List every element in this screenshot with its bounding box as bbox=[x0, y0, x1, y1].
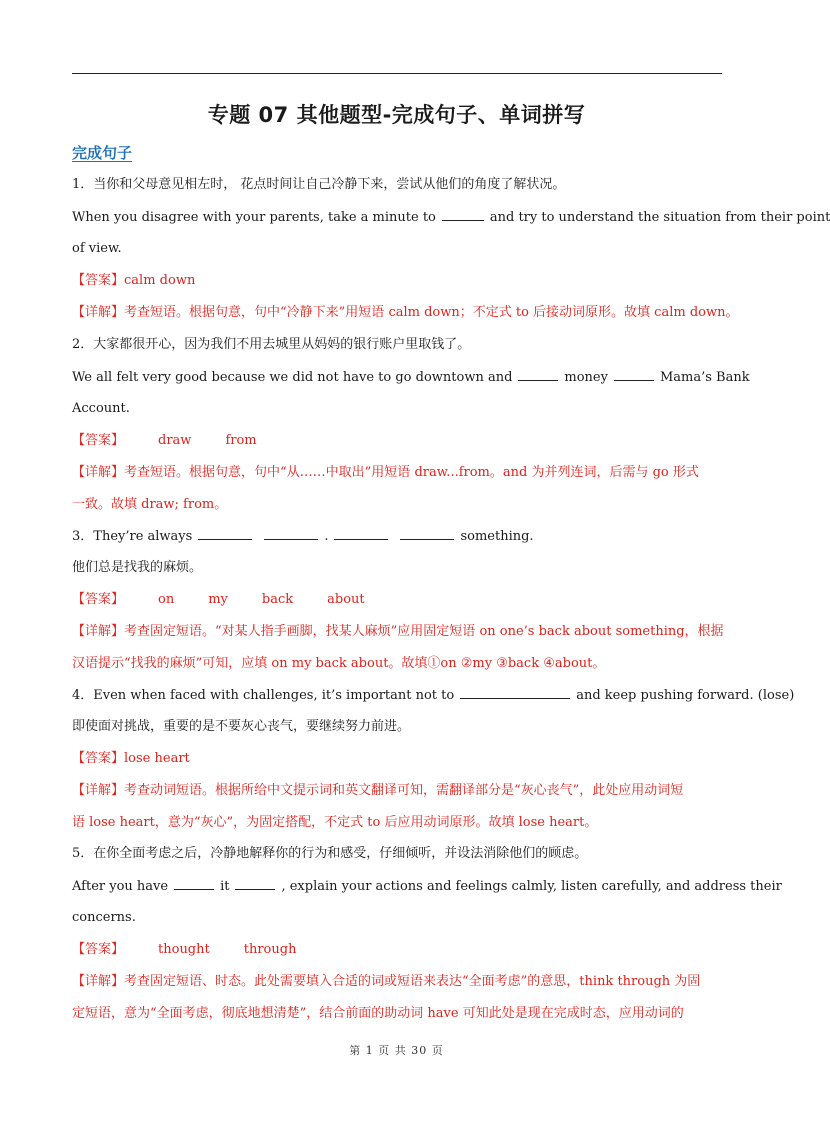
q5-english-b: it bbox=[220, 879, 230, 894]
q2-chinese: 2．大家都很开心，因为我们不用去城里从妈妈的银行账户里取钱了。 bbox=[72, 337, 471, 352]
q2-detail-label: 【详解】 bbox=[72, 465, 125, 480]
q1-english-line1 bbox=[72, 208, 830, 227]
q2-blank-2[interactable] bbox=[614, 368, 654, 381]
q5-answer-1: thought bbox=[158, 942, 210, 957]
q2-english-c: Mama’s Bank bbox=[659, 370, 750, 385]
page-number: 第 1 页 共 30 页 bbox=[349, 1044, 444, 1057]
q3-answer-4: about bbox=[327, 592, 365, 607]
q3-answer bbox=[72, 591, 732, 609]
q5-detail-label: 【详解】 bbox=[72, 974, 125, 989]
q5-detail-line2: 定短语，意为“全面考虑，彻底地想清楚”，结合前面的助动词 have 可知此处是现在完成时态，应用动词的 bbox=[72, 1006, 684, 1021]
q3-english-a: 3．They’re always bbox=[72, 529, 193, 544]
q4-answer bbox=[72, 750, 732, 768]
q1-english-a: When you disagree with your parents, take a minute to bbox=[72, 210, 436, 225]
q5-detail-line1 bbox=[72, 973, 732, 991]
q2-blank-1[interactable] bbox=[518, 368, 558, 381]
q2-answer-1: draw bbox=[158, 433, 192, 448]
q3-blank-1[interactable] bbox=[198, 527, 252, 540]
page-title: 专题 07 其他题型-完成句子、单词拼写 bbox=[207, 103, 586, 127]
q2-detail-line1 bbox=[72, 464, 732, 482]
q3-answer-2: my bbox=[208, 592, 228, 607]
q2-answer-label: 【答案】 bbox=[72, 433, 125, 448]
q3-detail-line1 bbox=[72, 623, 732, 641]
q3-blank-3[interactable] bbox=[334, 527, 388, 540]
q3-answer-1: on bbox=[158, 592, 175, 607]
q2-english-a: We all felt very good because we did not have to go downtown and bbox=[72, 370, 513, 385]
q2-english-line2: Account. bbox=[72, 401, 130, 416]
q5-detail-text-1: 考查固定短语、时态。此处需要填入合适的词或短语来表达“全面考虑”的意思，think through 为固 bbox=[124, 974, 701, 989]
q3-answer-3: back bbox=[261, 592, 294, 607]
q3-detail-text-1: 考查固定短语。“对某人指手画脚，找某人麻烦”应用固定短语 on one’s back about something，根据 bbox=[124, 624, 724, 639]
q3-chinese: 他们总是找我的麻烦。 bbox=[72, 560, 203, 575]
q2-english-b: money bbox=[564, 370, 608, 385]
q5-answer-2: through bbox=[243, 942, 297, 957]
q1-answer bbox=[72, 272, 732, 290]
q4-detail-label: 【详解】 bbox=[72, 783, 125, 798]
q3-detail-line2: 汉语提示“找我的麻烦”可知，应填 on my back about。故填①on ②my ③back ④about。 bbox=[72, 656, 606, 671]
q3-dot: . bbox=[324, 529, 329, 544]
q3-english bbox=[72, 527, 732, 546]
q2-answer bbox=[72, 432, 732, 450]
q1-detail-text: 考查短语。根据句意，句中“冷静下来”用短语 calm down；不定式 to 后接动词原形。故填 calm down。 bbox=[124, 305, 739, 320]
q5-blank-1[interactable] bbox=[174, 877, 214, 890]
q2-detail-text-1: 考查短语。根据句意，句中“从……中取出”用短语 draw...from。and 为并列连词，后需与 go 形式 bbox=[124, 465, 699, 480]
q1-english-b: and try to understand the situation from their point bbox=[489, 210, 830, 225]
q4-blank[interactable] bbox=[460, 686, 570, 699]
q5-english-line1 bbox=[72, 877, 782, 896]
q2-answer-2: from bbox=[225, 433, 257, 448]
q4-detail-line2: 语 lose heart，意为“灰心”，为固定搭配，不定式 to 后应用动词原形。故填 lose heart。 bbox=[72, 815, 598, 830]
q4-detail-line1 bbox=[72, 782, 732, 800]
q4-answer-label: 【答案】 bbox=[72, 751, 125, 766]
q2-english-line1 bbox=[72, 368, 750, 387]
q1-chinese: 1．当你和父母意见相左时， 花点时间让自己冷静下来，尝试从他们的角度了解状况。 bbox=[72, 177, 566, 192]
q5-answer-label: 【答案】 bbox=[72, 942, 125, 957]
q5-english-line2: concerns. bbox=[72, 910, 136, 925]
section-heading: 完成句子 bbox=[72, 144, 133, 162]
q3-blank-2[interactable] bbox=[264, 527, 318, 540]
q1-detail-label: 【详解】 bbox=[72, 305, 125, 320]
q4-answer-text: lose heart bbox=[124, 751, 190, 766]
q1-detail bbox=[72, 304, 739, 322]
q1-answer-text: calm down bbox=[124, 273, 196, 288]
q5-chinese: 5．在你全面考虑之后，冷静地解释你的行为和感受，仔细倾听，并设法消除他们的顾虑。 bbox=[72, 846, 588, 861]
q1-blank[interactable] bbox=[442, 208, 484, 221]
q4-detail-text-1: 考查动词短语。根据所给中文提示词和英文翻译可知，需翻译部分是“灰心丧气”，此处应用动词短 bbox=[124, 783, 684, 798]
q5-english-a: After you have bbox=[72, 879, 169, 894]
q3-detail-label: 【详解】 bbox=[72, 624, 125, 639]
q2-detail-line2: 一致。故填 draw; from。 bbox=[72, 497, 228, 512]
header-rule bbox=[72, 73, 722, 74]
q4-english-b: and keep pushing forward. (lose) bbox=[576, 688, 795, 703]
q4-english-a: 4．Even when faced with challenges, it’s important not to bbox=[72, 688, 455, 703]
q3-english-b: something. bbox=[460, 529, 534, 544]
q3-blank-4[interactable] bbox=[400, 527, 454, 540]
q4-chinese: 即使面对挑战，重要的是不要灰心丧气，要继续努力前进。 bbox=[72, 719, 411, 734]
q3-answer-label: 【答案】 bbox=[72, 592, 125, 607]
q4-english bbox=[72, 686, 795, 705]
q5-answer bbox=[72, 941, 732, 959]
q1-answer-label: 【答案】 bbox=[72, 273, 125, 288]
q5-blank-2[interactable] bbox=[235, 877, 275, 890]
q5-english-c: , explain your actions and feelings calmly, listen carefully, and address their bbox=[281, 879, 782, 894]
q1-english-line2: of view. bbox=[72, 241, 122, 256]
